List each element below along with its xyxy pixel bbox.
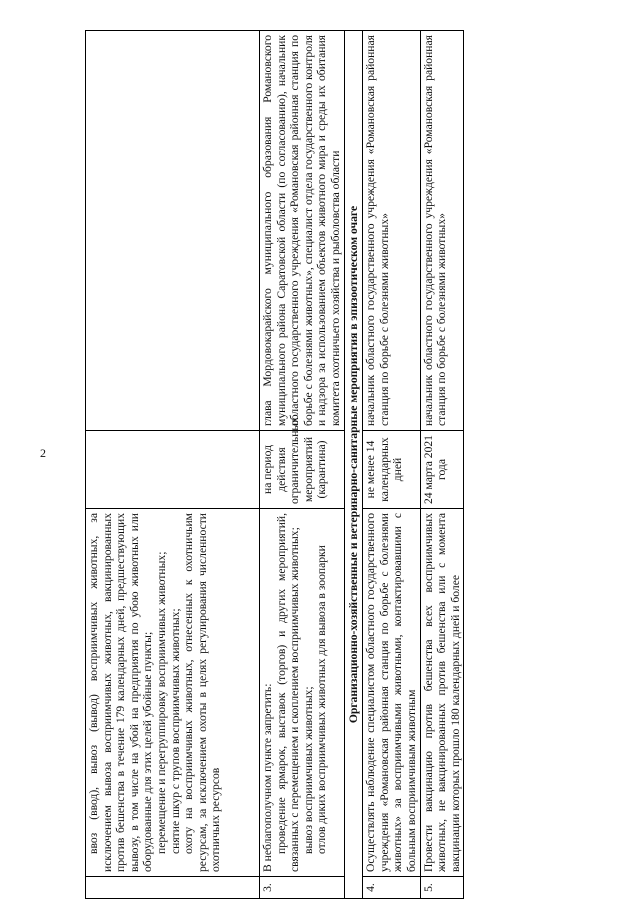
measure-cell (363, 509, 420, 877)
measure-cell (260, 509, 345, 877)
rotated-page (85, 5, 625, 905)
table-row (86, 31, 260, 899)
row-number (86, 877, 260, 899)
measure-cell (420, 509, 464, 877)
page-number: 2 (40, 446, 46, 460)
table-row (260, 31, 345, 899)
row-number: 3. (260, 877, 345, 899)
table-row (420, 31, 464, 899)
term-cell: не менее 14 календарных дней (363, 431, 420, 509)
section-heading-row (344, 31, 363, 899)
term-cell: 24 марта 2021 года (420, 431, 464, 509)
responsible-cell: начальник областного государственного учреждения «Романовская районная станция по борьбе с болезнями животных» (363, 31, 420, 431)
responsible-cell (86, 31, 260, 431)
row-number: 5. (420, 877, 464, 899)
measure-line: снятие шкур с трупов восприимчивых животных; (168, 608, 182, 854)
measure-line: В неблагополучном пункте запретить: (261, 683, 274, 872)
measure-line: ввоз (ввод), вывоз (вывод) восприимчивых животных, за исключением вывоза восприимчивых животных, вакцинированных против бешенства в течение 179 календарных дней, предшествующих вывозу, в том числе на убой на предприятия по убою животных или оборудованные для этих целей убойные пункты; (87, 513, 155, 872)
measure-line: отлов диких восприимчивых животных для вывоза в зоопарки (315, 545, 329, 854)
measure-cell (86, 509, 260, 877)
term-cell (86, 431, 260, 509)
table-row (363, 31, 420, 899)
measure-line: охоту на восприимчивых животных, отнесенных к охотничьим ресурсам, за исключением охоты в целях регулирования численности охотничьих ресурсов (182, 513, 223, 872)
measures-table (85, 30, 464, 899)
measure-line: Провести вакцинацию против бешенства всех восприимчивых животных, не вакцинированных против бешенства или с момента вакцинации которых прошло 180 календарных дней и более (421, 513, 462, 872)
responsible-cell: глава Мордовокарайского муниципального образования Романовского муниципального района Саратовской области (по согласованию), начальник областного государственного учреждения «Романовская районная станция по борьбе с болезнями животных», специалист отдела государственного контроля и надзора за использованием объектов животного мира и среды их обитания комитета охотничьего хозяйства и рыболовства области (260, 31, 345, 431)
measure-line: перемещение и перегруппировку восприимчивых животных; (154, 551, 168, 854)
measure-line: вывоз восприимчивых животных; (301, 686, 315, 854)
row-number: 4. (363, 877, 420, 899)
section-heading: Организационно-хозяйственные и ветеринарно-санитарные мероприятия в эпизоотическом очаге (344, 31, 363, 899)
responsible-cell: начальник областного государственного учреждения «Романовская районная станция по борьбе с болезнями животных» (420, 31, 464, 431)
measure-line: проведение ярмарок, выставок (торгов) и других мероприятий, связанных с перемещением и скоплением восприимчивых животных; (274, 513, 302, 872)
measure-line: Осуществлять наблюдение специалистом областного государственного учреждения «Романовская районная станция по борьбе с болезнями животных» за восприимчивыми животными, контактировавшими с больным восприимчивым животным (364, 513, 418, 872)
term-cell: на период действия ограничительных мероприятий (карантина) (260, 431, 345, 509)
